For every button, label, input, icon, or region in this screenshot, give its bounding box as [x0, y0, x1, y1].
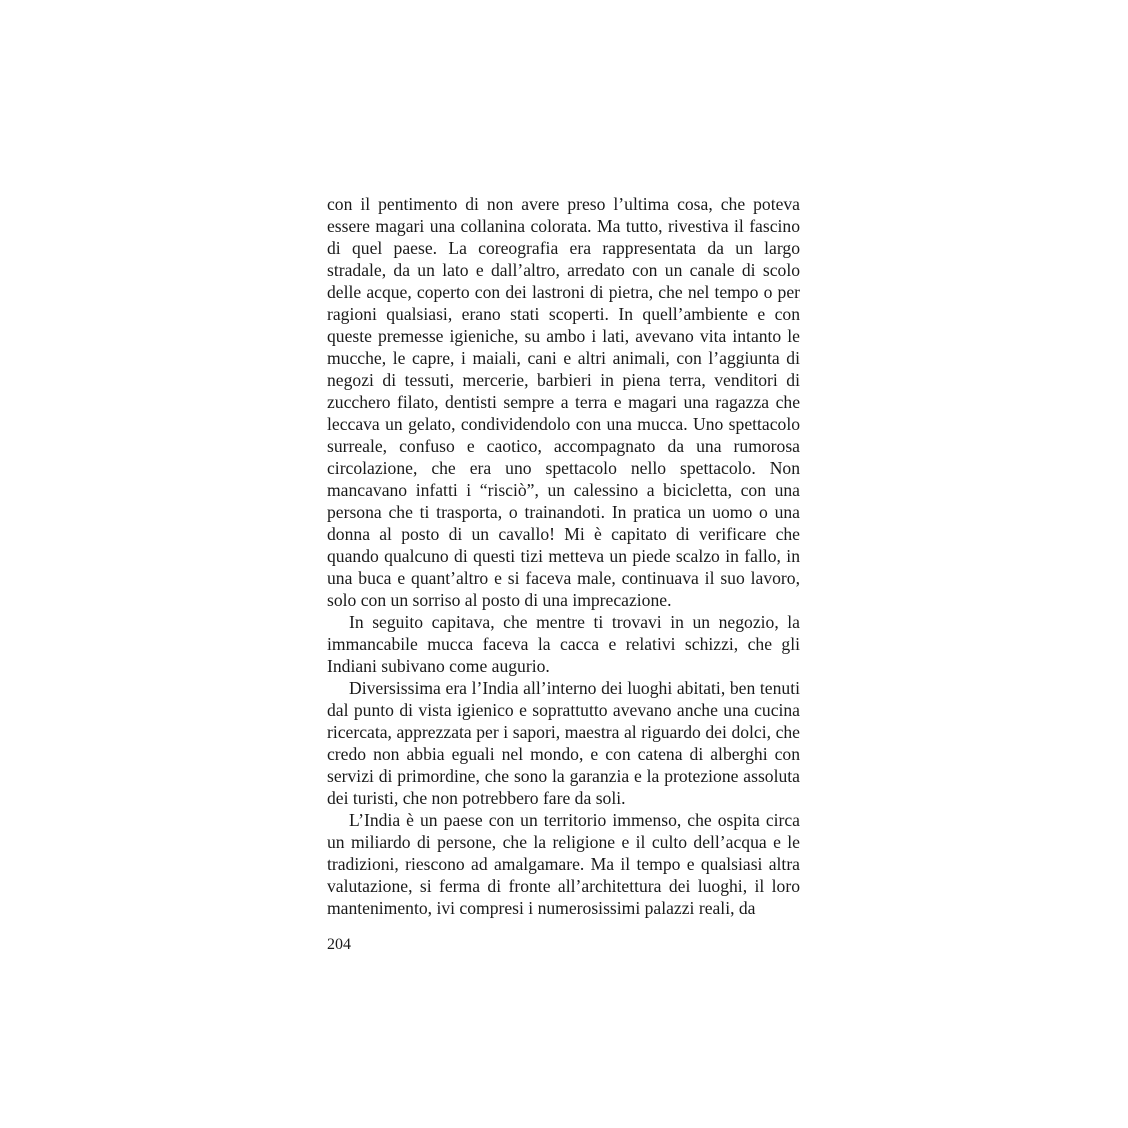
paragraph-4: L’India è un paese con un territorio immenso, che ospita circa un miliardo di persone, che la religione e il culto dell’acqua e le tradizioni, riescono ad amalgamare. Ma il tempo e qualsiasi altra valutazione, si ferma di fronte all’architettura dei luoghi, il loro mantenimento, ivi compresi i numerosissimi palazzi reali, da — [327, 810, 800, 918]
page-number: 204 — [327, 936, 351, 953]
paragraph-3: Diversissima era l’India all’interno dei luoghi abitati, ben tenuti dal punto di vista igienico e soprattutto avevano anche una cucina ricercata, apprezzata per i sapori, maestra al riguardo dei dolci, che credo non abbia eguali nel mondo, e con catena di alberghi con servizi di primordine, che sono la garanzia e la protezione assoluta dei turisti, che non potrebbero fare da soli. — [327, 678, 800, 808]
body-text — [327, 193, 800, 919]
paragraph-1: con il pentimento di non avere preso l’ultima cosa, che poteva essere magari una collanina colorata. Ma tutto, rivestiva il fascino di quel paese. La coreografia era rappresentata da un largo stradale, da un lato e dall’altro, arredato con un canale di scolo delle acque, coperto con dei lastroni di pietra, che nel tempo o per ragioni qualsiasi, erano stati scoperti. In quell’ambiente e con queste premesse igieniche, su ambo i lati, avevano vita intanto le mucche, le capre, i maiali, cani e altri animali, con l’aggiunta di negozi di tessuti, mercerie, barbieri in piena terra, venditori di zucchero filato, dentisti sempre a terra e magari una ragazza che leccava un gelato, condividendolo con una mucca. Uno spettacolo surreale, confuso e caotico, accompagnato da una rumorosa circolazione, che era uno spettacolo nello spettacolo. Non mancavano infatti i “risciò”, un calessino a bicicletta, con una persona che ti trasporta, o trainandoti. In pratica un uomo o una donna al posto di un cavallo! Mi è capitato di verificare che quando qualcuno di questi tizi metteva un piede scalzo in fallo, in una buca e quant’altro e si faceva male, continuava il suo lavoro, solo con un sorriso al posto di una imprecazione. — [327, 194, 800, 610]
paragraph-2: In seguito capitava, che mentre ti trovavi in un negozio, la immancabile mucca faceva la cacca e relativi schizzi, che gli Indiani subivano come augurio. — [327, 612, 800, 676]
